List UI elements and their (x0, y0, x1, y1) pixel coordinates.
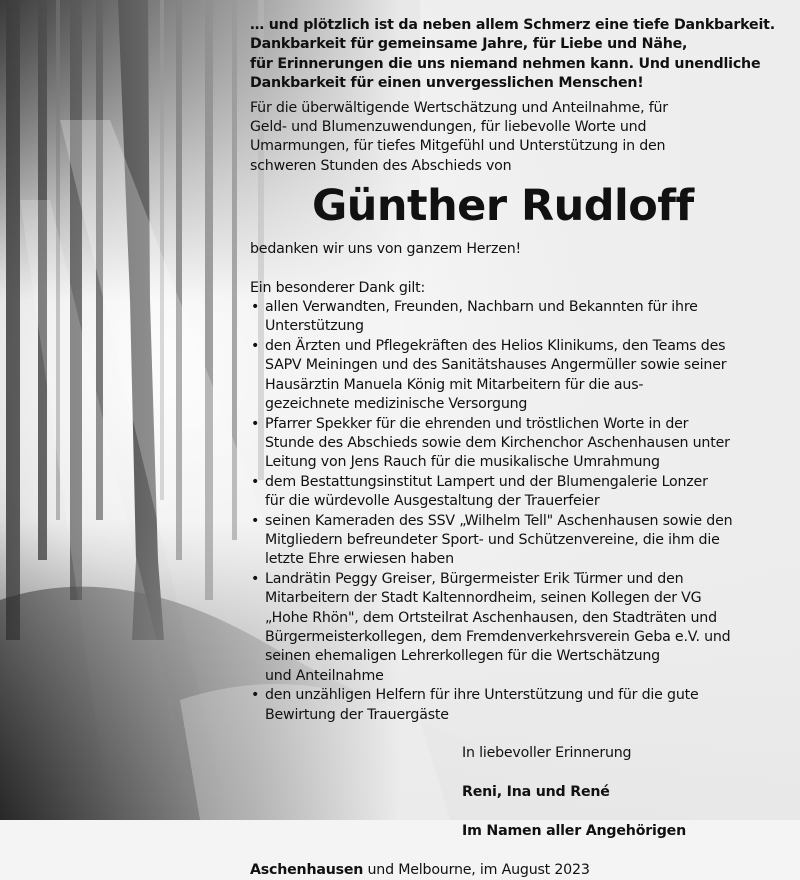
thanks-text: bedanken wir uns von ganzem Herzen! (250, 241, 521, 258)
signature-greeting: In liebevoller Erinnerung (462, 745, 632, 762)
bullet-icon: • (251, 570, 260, 587)
notice-text (250, 16, 790, 880)
signature-names: Reni, Ina und René (462, 784, 610, 801)
thanks-list (250, 298, 790, 725)
bullet-icon: • (251, 299, 260, 316)
headline-text: … und plötzlich ist da neben allem Schmerz eine tiefe Dankbarkeit. Dankbarkeit für gemeinsame Jahre, für Liebe und Nähe, für Erinnerungen die uns niemand nehmen kann. Und unendliche Dankbarkeit für einen unvergesslichen Menschen! (250, 17, 775, 92)
bullet-icon: • (251, 687, 260, 704)
signature (462, 725, 790, 861)
special-thanks-heading: Ein besonderer Dank gilt: (250, 279, 426, 296)
signature-family: Im Namen aller Angehörigen (462, 823, 686, 840)
place-rest: und Melbourne, im August 2023 (363, 861, 590, 878)
bullet-icon: • (251, 473, 260, 490)
deceased-name: Günther Rudloff (312, 181, 694, 232)
bullet-icon: • (251, 337, 260, 354)
list-item: • Pfarrer Spekker für die ehrenden und tröstlichen Worte in der Stunde des Abschieds sowie dem Kirchenchor Aschenhausen unter Leitung von Jens Rauch für die musikalische Umrahmung (251, 415, 730, 471)
list-item: • den unzähligen Helfern für ihre Unterstützung und für die gute Bewirtung der Trauergäste (251, 687, 699, 723)
place-date (250, 861, 790, 880)
bullet-icon: • (251, 415, 260, 432)
intro-text: Für die überwältigende Wertschätzung und Anteilnahme, für Geld- und Blumenzuwendungen, für liebevolle Worte und Umarmungen, für tiefes Mitgefühl und Unterstützung in den schweren Stunden des Abschieds von (250, 99, 668, 174)
bullet-icon: • (251, 512, 260, 529)
list-item: • allen Verwandten, Freunden, Nachbarn und Bekannten für ihre Unterstützung (251, 299, 698, 335)
place-town: Aschenhausen (250, 861, 364, 878)
list-item: • den Ärzten und Pflegekräften des Helios Klinikums, den Teams des SAPV Meiningen und des Sanitätshauses Angermüller sowie seiner Hausärztin Manuela König mit Mitarbeitern für die aus- gezeichnete medizinische Versorgung (251, 337, 727, 413)
list-item: • Landrätin Peggy Greiser, Bürgermeister Erik Türmer und den Mitarbeitern der Stadt Kaltennordheim, seinen Kollegen der VG „Hohe Rhön", dem Ortsteilrat Aschenhausen, den Stadträten und Bürgermeisterkollegen, dem Fremdenverkehrsverein Geba e.V. und seinen ehemaligen Lehrerkollegen für die Wertschätzung und Anteilnahme (251, 570, 731, 684)
list-item: • seinen Kameraden des SSV „Wilhelm Tell" Aschenhausen sowie den Mitgliedern befreundeter Sport- und Schützenvereine, die ihm die letzte Ehre erwiesen haben (251, 512, 733, 568)
list-item: • dem Bestattungsinstitut Lampert und der Blumengalerie Lonzer für die würdevolle Ausgestaltung der Trauerfeier (251, 473, 708, 510)
